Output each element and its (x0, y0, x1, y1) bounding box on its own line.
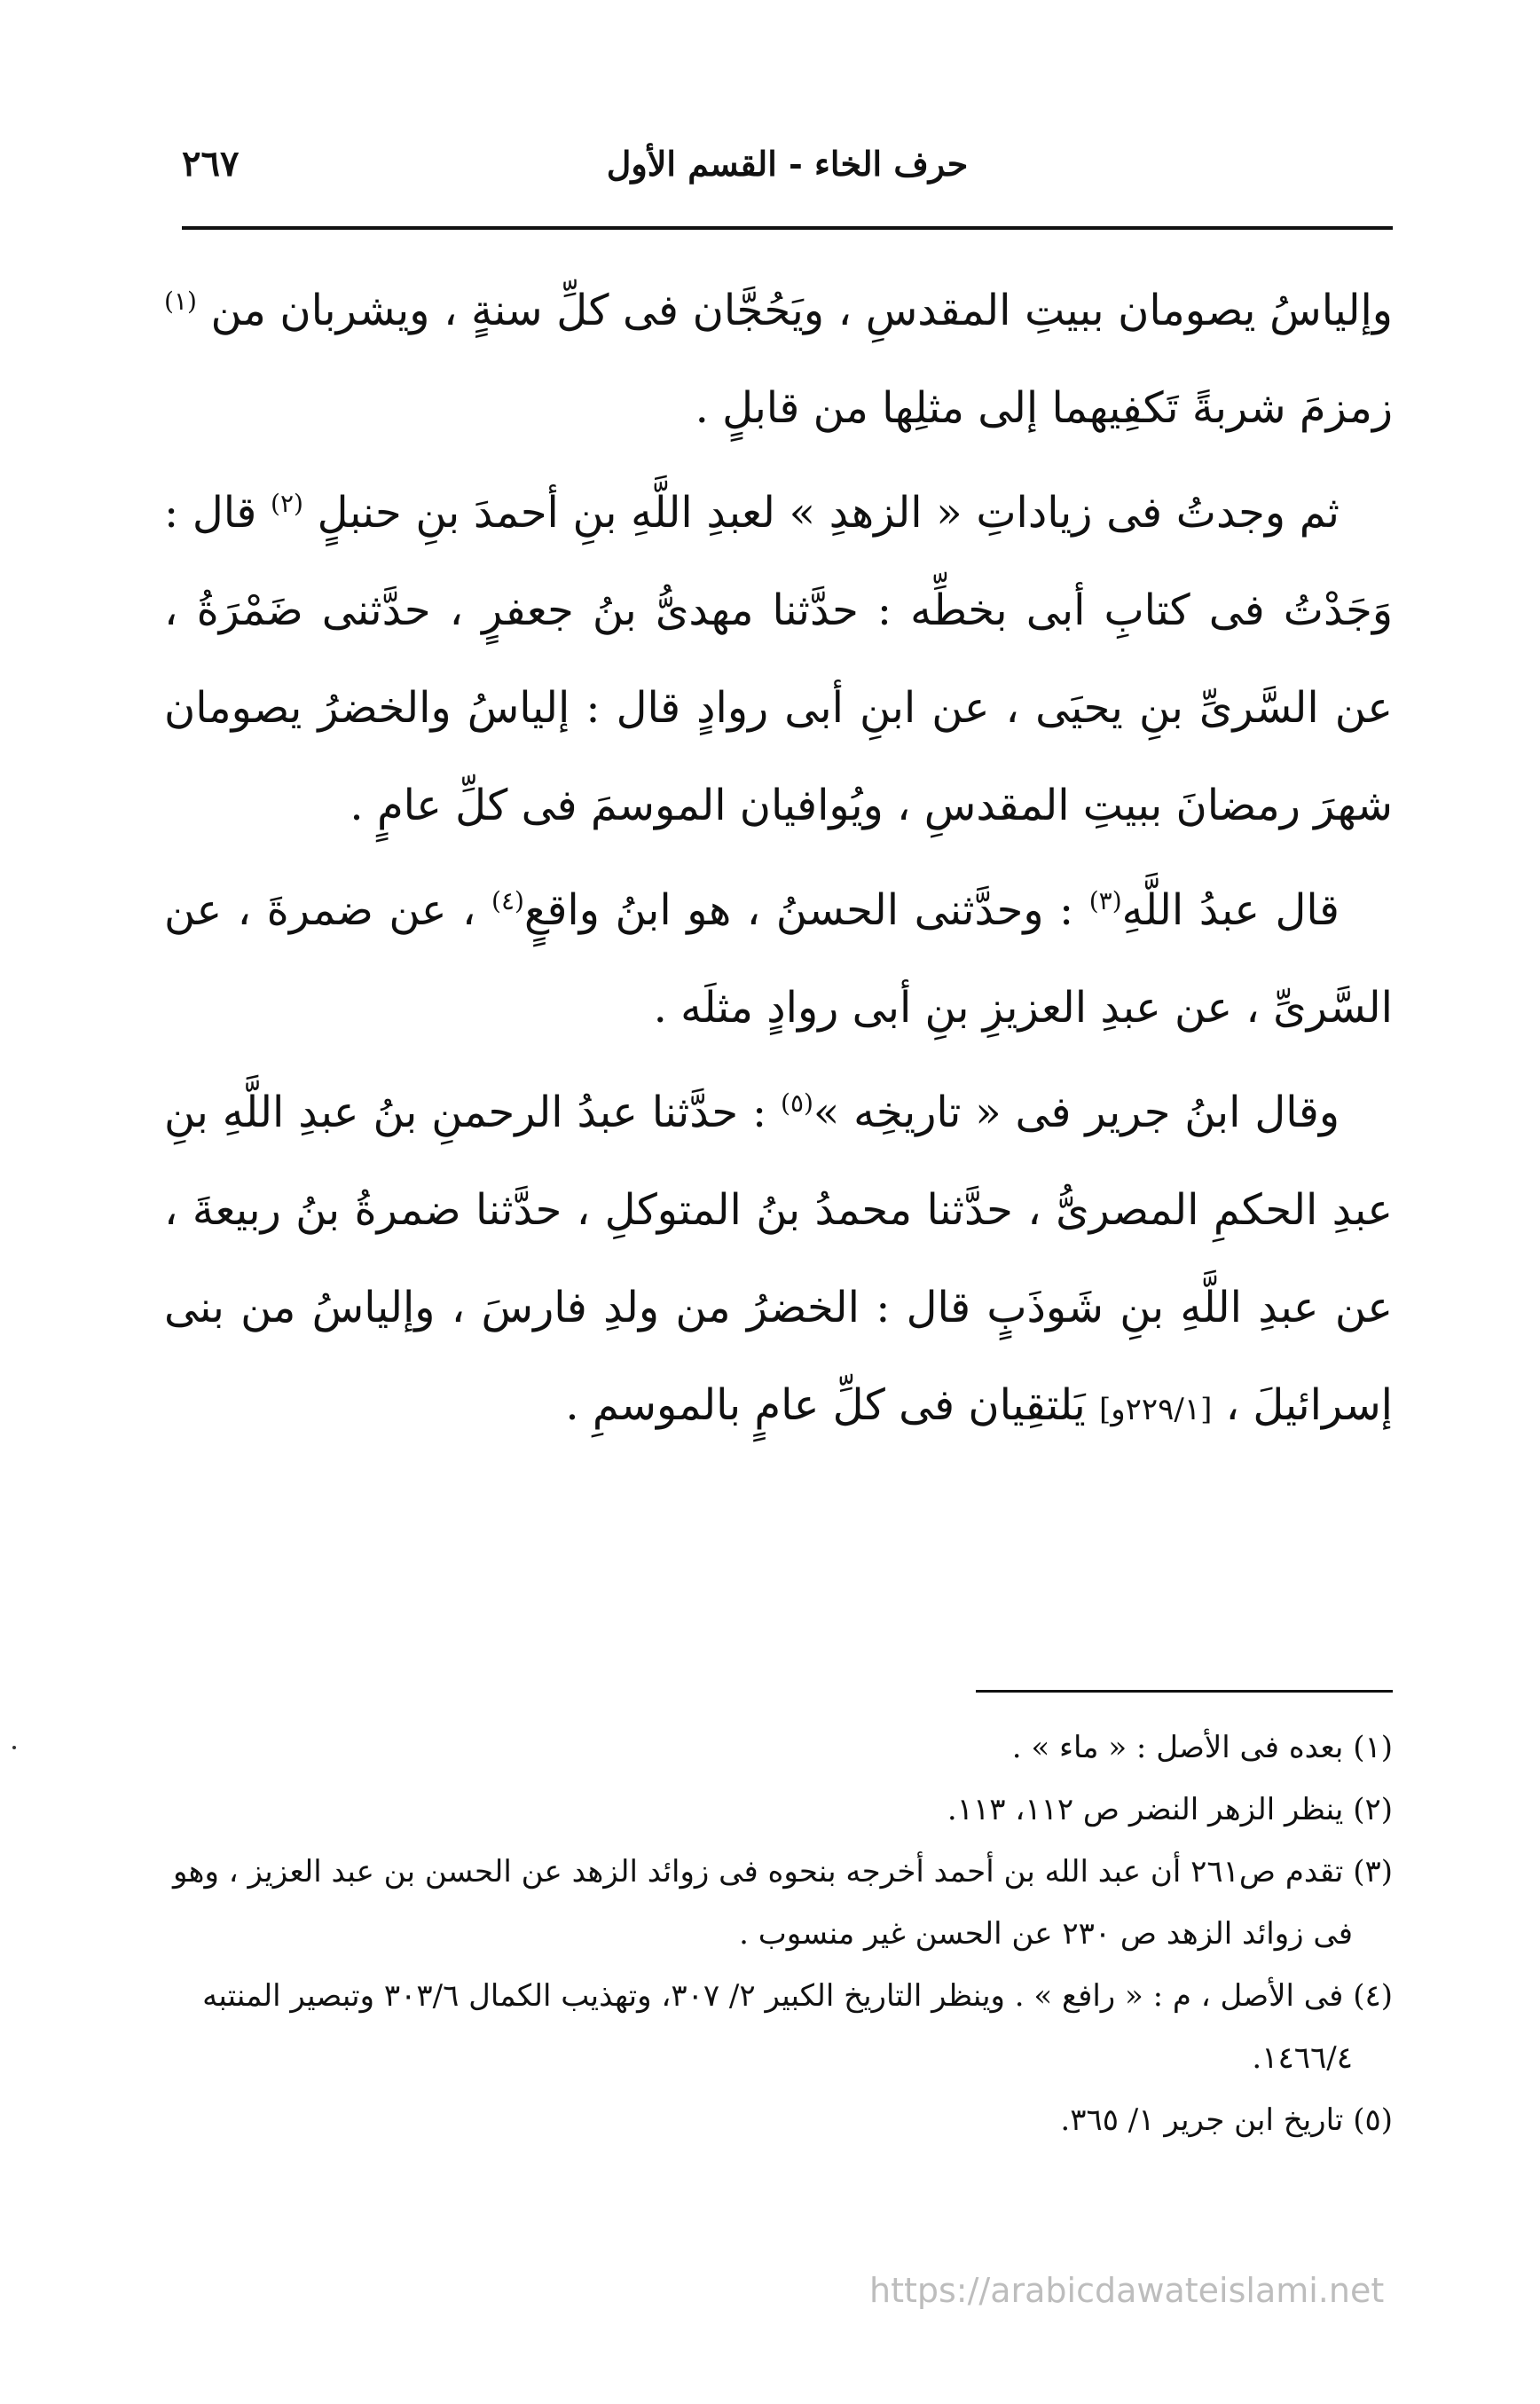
footnote-marker-5: (٥) (781, 1088, 813, 1118)
paragraph-4: وقال ابنُ جرير فى « تاريخِه »$^{(٥)}$ : حدَّثنا عبدُ الرحمنِ بنُ عبدِ اللَّهِ بنِ عبدِ الحكمِ المصرىُّ ، حدَّثنا محمدُ بنُ المتوكلِ ، حدَّثنا ضمرةُ بنُ ربيعةَ ، عن عبدِ اللَّهِ بنِ شَوذَبٍ قال : الخضرُ من ولدِ فارسَ ، وإلياسُ من بنى إسرائيلَ ، [٢٢٩/١و] يَلتقِيان فى كلِّ عامٍ بالموسمِ . (164, 1088, 1393, 1430)
footnote-marker-1: (١) (164, 287, 197, 316)
footnote-3-continuation: فى زوائد الزهد ص ٢٣٠ عن الحسن غير منسوب . (739, 1916, 1353, 1952)
footnotes (164, 1717, 1393, 2151)
footnote-3: (٣) تقدم ص٢٦١ أن عبد الله بن أحمد أخرجه بنحوه فى زوائد الزهد عن الحسن بن عبد العزيز ، وهو (172, 1854, 1393, 1889)
footnote-marker-2: (٢) (271, 489, 303, 518)
footnote-5: (٥) تاريخ ابن جرير ١/ ٣٦٥. (1060, 2102, 1393, 2138)
footnote-marker-3: (٣) (1088, 886, 1122, 915)
paragraph-1: وإلياسُ يصومان ببيتِ المقدسِ ، ويَحُجَّان فى كلِّ سنةٍ ، ويشربان من $^{(١)}$ زمزمَ شربةً تَكفِيهما إلى مثلِها من قابلٍ . (164, 286, 1393, 433)
footnote-4-continuation: ١٤٦٦/٤. (1252, 2040, 1353, 2076)
paragraph-2: ثم وجدتُ فى زياداتِ « الزهدِ » لعبدِ اللَّهِ بنِ أحمدَ بنِ حنبلٍ $^{(٢)}$ قال : وَجَدْتُ فى كتابِ أبى بخطِّه : حدَّثنا مهدىُّ بنُ جعفرٍ ، حدَّثنى ضَمْرَةُ ، عن السَّرىِّ بنِ يحيَى ، عن ابنِ أبى روادٍ قال : إلياسُ والخضرُ يصومان شهرَ رمضانَ ببيتِ المقدسِ ، ويُوافيان الموسمَ فى كلِّ عامٍ . (164, 488, 1393, 830)
manuscript-folio-reference: [٢٢٩/١و] (1098, 1392, 1213, 1427)
scan-speck (12, 1746, 16, 1749)
footnote-marker-4: (٤) (491, 886, 524, 915)
source-watermark: https://arabicdawateislami.net (869, 2271, 1385, 2310)
footnote-4: (٤) فى الأصل ، م : « رافع » . وينظر التاريخ الكبير ٢/ ٣٠٧، وتهذيب الكمال ٣٠٣/٦ وتبصير المنتبه (202, 1978, 1393, 2014)
footnote-1: (١) بعده فى الأصل : « ماء » . (1011, 1730, 1393, 1765)
footnote-2: (٢) ينظر الزهر النضر ص ١١٢، ١١٣. (947, 1792, 1393, 1827)
footnote-separator (976, 1690, 1393, 1693)
page-number: ٢٦٧ (182, 143, 240, 185)
chapter-title: حرف الخاء - القسم الأول (606, 144, 969, 184)
header-rule (182, 226, 1393, 230)
running-head (182, 133, 1393, 195)
paragraph-3: قال عبدُ اللَّهِ$^{(٣)}$ : وحدَّثنى الحسنُ ، هو ابنُ واقعٍ$^{(٤)}$ ، عن ضمرةَ ، عن السَّرىِّ ، عن عبدِ العزيزِ بنِ أبى روادٍ مثلَه . (164, 885, 1393, 1033)
main-text (164, 262, 1393, 1465)
